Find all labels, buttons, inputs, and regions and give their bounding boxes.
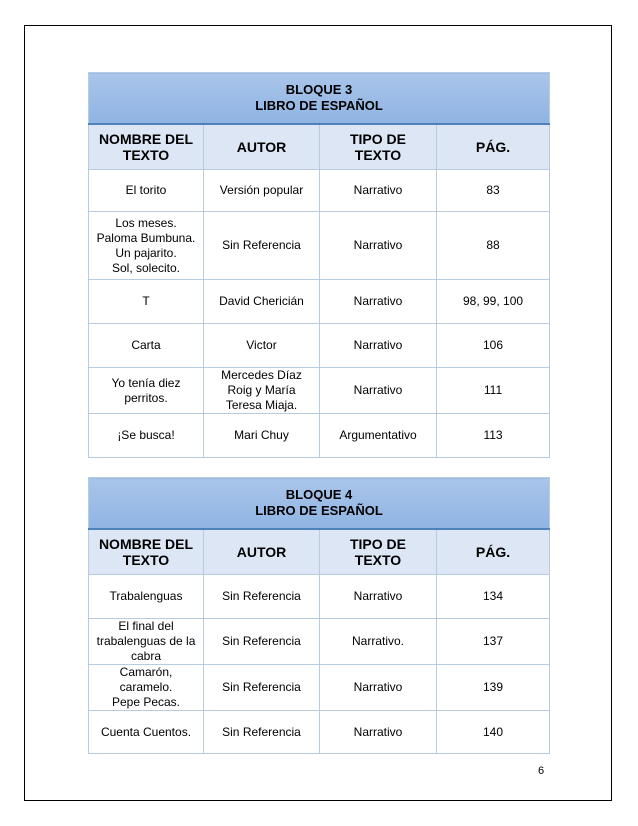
table-row (89, 324, 550, 368)
cell-pag (437, 368, 550, 414)
cell-autor (204, 170, 320, 212)
header-autor (204, 529, 320, 575)
cell-autor-line: Sin Referencia (222, 589, 301, 603)
header-text: AUTOR (236, 543, 287, 560)
cell-tipo-text: Narrativo (353, 294, 403, 308)
table-title-row (89, 73, 550, 124)
cell-pag-text: 134 (483, 589, 504, 603)
cell-autor-line: Roig y María (227, 383, 296, 397)
table-row (89, 711, 550, 754)
cell-tipo-text: Narrativo (353, 338, 403, 352)
table-title (89, 73, 550, 124)
cell-autor-line: Sin Referencia (222, 238, 301, 252)
bloque-subtitle: LIBRO DE ESPAÑOL (255, 97, 383, 113)
table-row (89, 619, 550, 665)
cell-nombre-line: Paloma Bumbuna. (96, 230, 196, 245)
cell-nombre-line: cabra (130, 649, 162, 663)
bloque-4-table (88, 477, 550, 754)
cell-autor (204, 711, 320, 754)
header-text: PÁG. (475, 138, 511, 155)
cell-tipo (320, 665, 437, 711)
cell-pag (437, 711, 550, 754)
cell-tipo-text: Narrativo (353, 383, 403, 397)
bloque-title: BLOQUE 3 (285, 81, 353, 97)
cell-nombre-line: Yo tenía diez (111, 375, 181, 390)
cell-tipo (320, 575, 437, 619)
cell-autor-line: Mercedes Díaz (221, 368, 302, 382)
cell-pag (437, 619, 550, 665)
table-row (89, 414, 550, 458)
cell-tipo-text: Argumentativo (339, 428, 417, 442)
header-nombre (89, 124, 204, 170)
cell-tipo (320, 212, 437, 280)
table-row (89, 280, 550, 324)
cell-nombre (89, 665, 204, 711)
header-nombre (89, 529, 204, 575)
cell-autor-line: Versión popular (219, 183, 304, 197)
cell-nombre (89, 212, 204, 280)
cell-tipo-text: Narrativo (353, 238, 403, 252)
cell-pag-text: 106 (483, 338, 504, 352)
cell-pag (437, 324, 550, 368)
cell-nombre-line: T (142, 294, 150, 308)
bloque-subtitle: LIBRO DE ESPAÑOL (255, 502, 383, 518)
cell-autor (204, 414, 320, 458)
cell-tipo (320, 280, 437, 324)
cell-tipo-text: Narrativo (353, 589, 403, 603)
bloque-title: BLOQUE 4 (285, 486, 353, 502)
cell-tipo (320, 711, 437, 754)
cell-nombre-line: Cuenta Cuentos. (100, 724, 192, 739)
cell-nombre (89, 414, 204, 458)
cell-nombre-line: Camarón, (119, 665, 173, 679)
cell-tipo (320, 324, 437, 368)
cell-nombre (89, 280, 204, 324)
cell-autor (204, 665, 320, 711)
cell-pag-text: 98, 99, 100 (462, 294, 524, 308)
cell-nombre-line: perritos. (124, 390, 168, 405)
cell-nombre (89, 368, 204, 414)
cell-autor-line: Victor (246, 338, 277, 352)
header-text: TEXTO (354, 146, 402, 163)
table-row (89, 575, 550, 619)
cell-nombre (89, 324, 204, 368)
cell-pag (437, 170, 550, 212)
header-text: TEXTO (122, 551, 170, 568)
cell-pag-text: 111 (483, 383, 503, 397)
cell-pag-text: 139 (483, 680, 504, 694)
cell-nombre (89, 711, 204, 754)
cell-nombre-line: Trabalenguas (109, 589, 183, 603)
table-row (89, 665, 550, 711)
cell-pag-text: 140 (483, 724, 504, 739)
cell-tipo-text: Narrativo. (351, 634, 404, 648)
header-text: TIPO DE (349, 130, 406, 147)
cell-pag-text: 137 (483, 634, 504, 648)
cell-nombre-line: caramelo. (119, 680, 173, 694)
cell-nombre-line: El torito (125, 183, 167, 197)
cell-autor-line: Sin Referencia (222, 634, 301, 648)
cell-autor (204, 368, 320, 414)
table-header-row (89, 124, 550, 170)
cell-autor (204, 324, 320, 368)
cell-pag-text: 113 (483, 428, 503, 442)
cell-nombre-line: Carta (131, 338, 161, 352)
cell-autor (204, 280, 320, 324)
cell-autor-line: Sin Referencia (222, 680, 301, 694)
cell-pag (437, 575, 550, 619)
header-pag (437, 124, 550, 170)
cell-tipo-text: Narrativo (353, 724, 403, 739)
cell-tipo-text: Narrativo (353, 183, 403, 197)
page-number: 6 (538, 765, 545, 777)
cell-autor-line: Sin Referencia (222, 724, 301, 739)
cell-tipo (320, 414, 437, 458)
cell-autor-line: Mari Chuy (234, 428, 289, 442)
cell-pag (437, 280, 550, 324)
header-tipo (320, 124, 437, 170)
cell-nombre-line: El final del (118, 619, 174, 633)
cell-nombre-line: Un pajarito. (115, 245, 177, 260)
table-header-row (89, 529, 550, 575)
cell-nombre-line: trabalenguas de la (96, 634, 196, 648)
cell-autor (204, 575, 320, 619)
header-text: TEXTO (122, 146, 170, 163)
cell-pag (437, 212, 550, 280)
cell-autor-line: David Chericián (219, 294, 304, 308)
cell-pag-text: 88 (486, 238, 500, 252)
cell-tipo (320, 170, 437, 212)
table-title (89, 478, 550, 529)
table-row (89, 368, 550, 414)
header-tipo (320, 529, 437, 575)
cell-tipo (320, 368, 437, 414)
cell-pag (437, 414, 550, 458)
cell-autor (204, 619, 320, 665)
cell-nombre-line: Sol, solecito. (111, 260, 181, 275)
table-row (89, 170, 550, 212)
cell-autor-line: Teresa Miaja. (225, 398, 298, 412)
header-text: NOMBRE DEL (98, 535, 194, 552)
header-text: NOMBRE DEL (98, 130, 194, 147)
cell-pag-text: 83 (486, 183, 500, 197)
cell-autor (204, 212, 320, 280)
table-title-row (89, 478, 550, 529)
header-pag (437, 529, 550, 575)
cell-tipo (320, 619, 437, 665)
cell-nombre (89, 575, 204, 619)
cell-nombre (89, 619, 204, 665)
bloque-3-table (88, 72, 550, 458)
header-text: TEXTO (354, 551, 402, 568)
cell-nombre-line: Los meses. (115, 215, 177, 230)
cell-nombre (89, 170, 204, 212)
header-text: TIPO DE (349, 535, 406, 552)
cell-tipo-text: Narrativo (353, 680, 403, 694)
header-autor (204, 124, 320, 170)
header-text: AUTOR (236, 138, 287, 155)
cell-nombre-line: Pepe Pecas. (111, 695, 181, 709)
cell-nombre-line: ¡Se busca! (117, 428, 175, 442)
header-text: PÁG. (475, 543, 511, 560)
cell-pag (437, 665, 550, 711)
table-row (89, 212, 550, 280)
